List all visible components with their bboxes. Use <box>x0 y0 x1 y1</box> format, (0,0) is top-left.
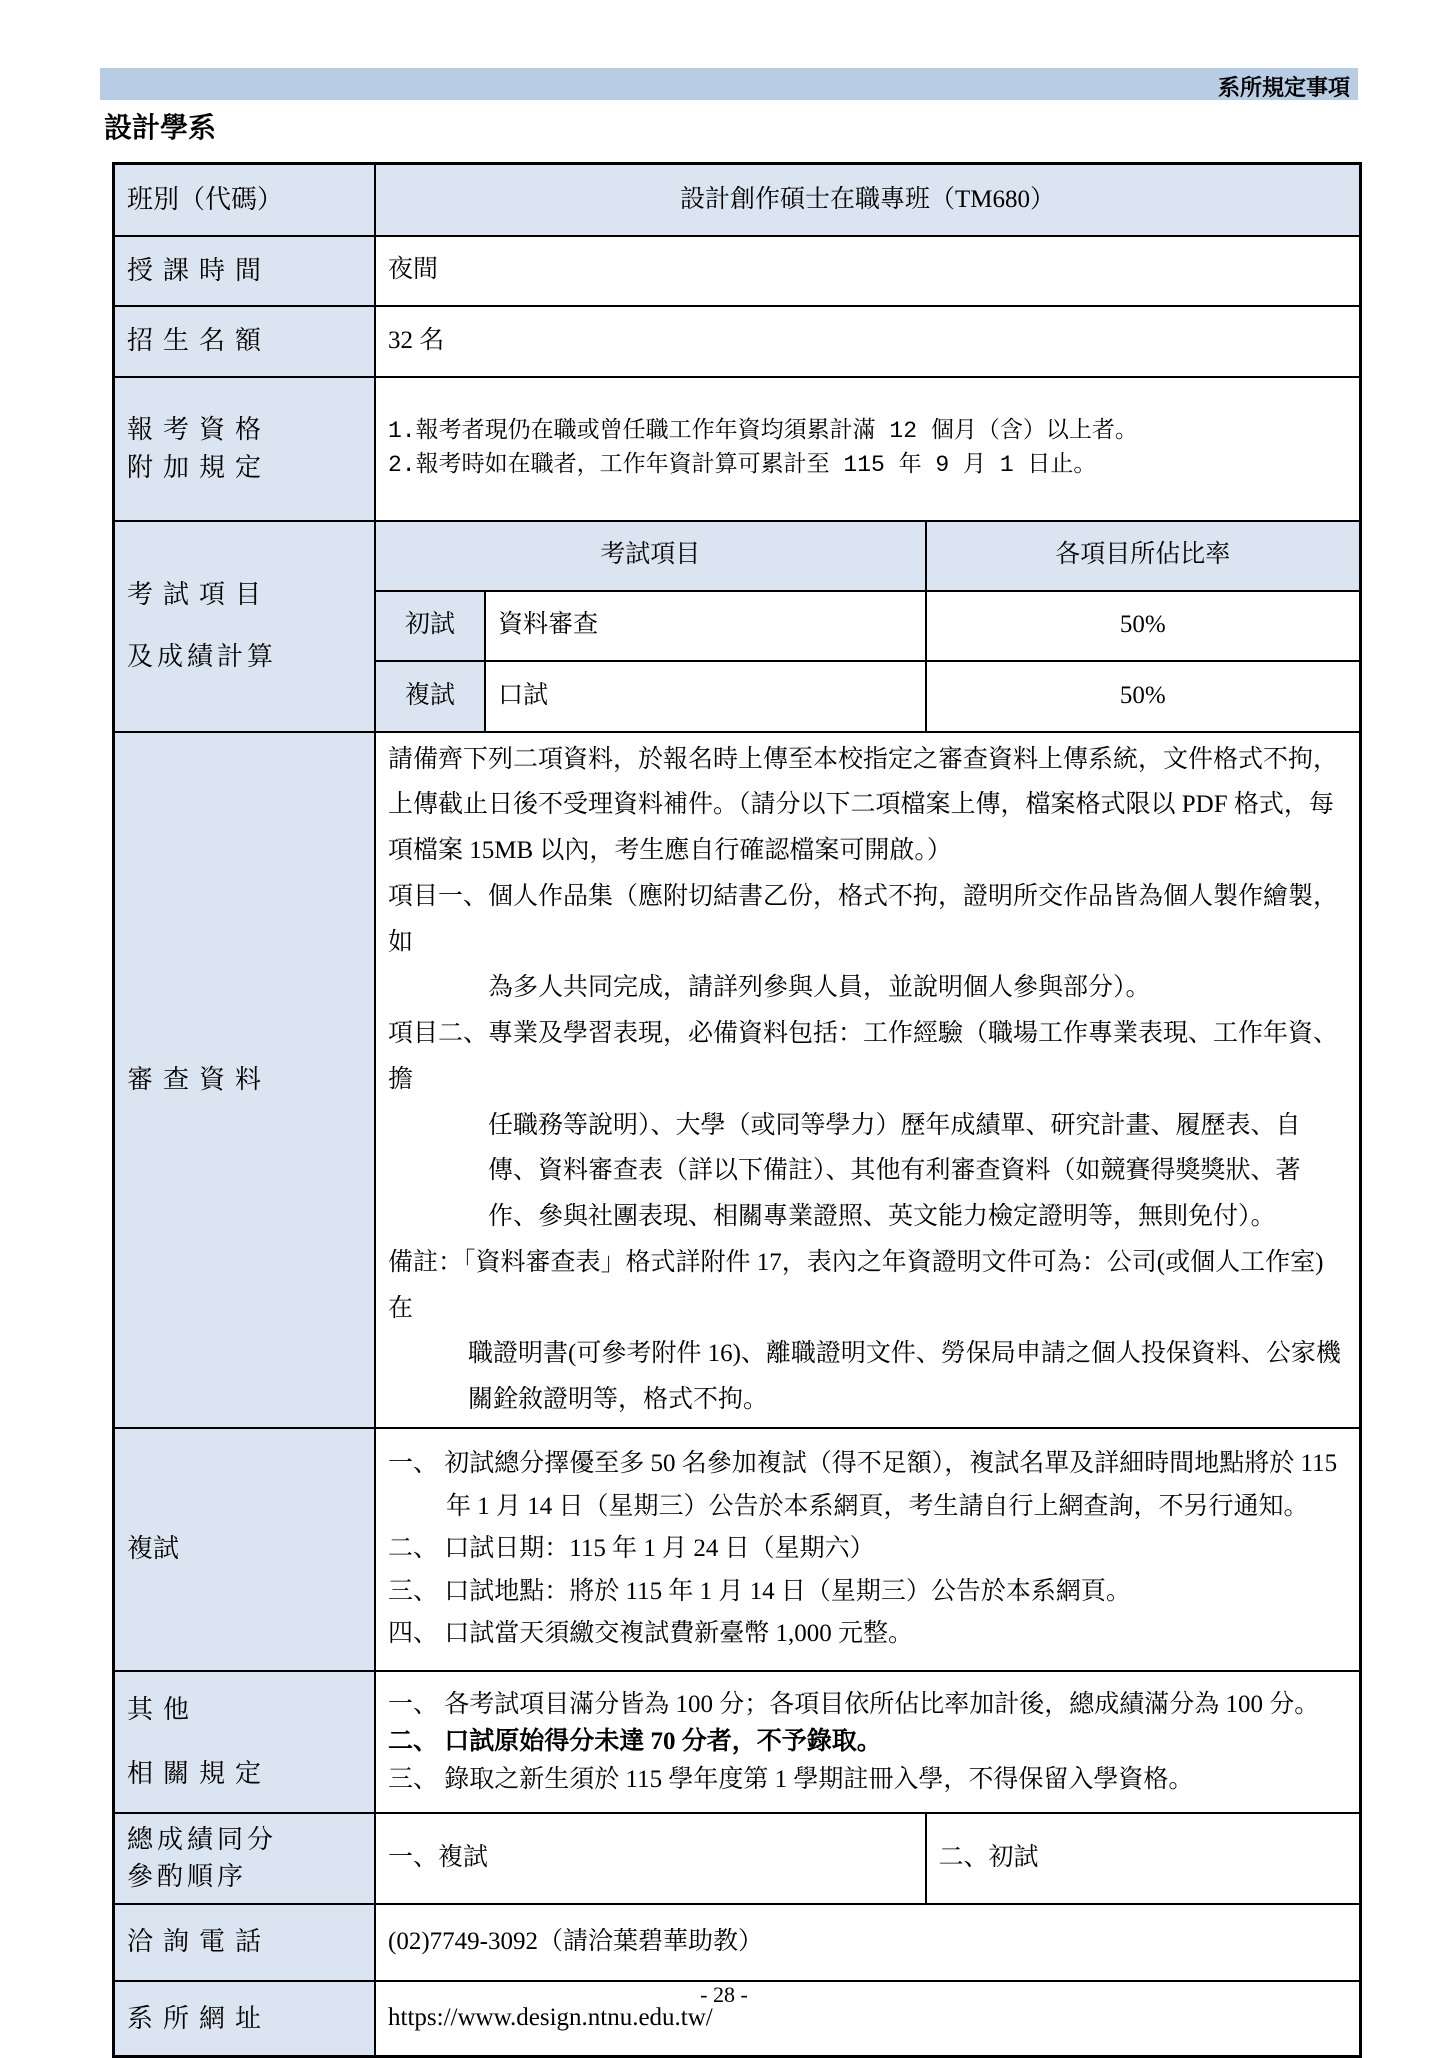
header-band <box>100 68 1358 100</box>
department-url-link[interactable]: https://www.design.ntnu.edu.tw/ <box>375 1981 1361 2057</box>
page-number: - 28 - <box>700 1982 748 2007</box>
row-exam-header: 考試項目 及成績計算 考試項目 各項目所佔比率 <box>114 521 1361 591</box>
row-url: 系所網址 https://www.design.ntnu.edu.tw/ <box>114 1981 1361 2057</box>
row-tie-order: 總成績同分 參酌順序 一、複試 二、初試 <box>114 1813 1361 1904</box>
row-class: 班別（代碼） 設計創作碩士在職專班（TM680） <box>114 164 1361 236</box>
row-other: 其他 相關規定 一、 各考試項目滿分皆為 100 分；各項目依所佔比率加計後，總成績滿分為 100 分。 二、 口試原始得分未達 70 分者，不予錄取。 三、 錄取之新生須於 115 學年度第 1 學期註冊入學，不得保留入學資格。 <box>114 1671 1361 1813</box>
exam-row: 初試 資料審查 50% <box>114 591 1361 661</box>
row-qualification: 報考資格 附加規定 1.報考者現仍在職或曾任職工作年資均須累計滿 12 個月（含）以上者。 2.報考時如在職者，工作年資計算可累計至 115 年 9 月 1 日止。 <box>114 377 1361 521</box>
regulation-table <box>112 162 1362 2058</box>
header-band-title: 系所規定事項 <box>1217 75 1350 100</box>
department-title: 設計學系 <box>104 113 217 144</box>
row-quota: 招生名額 32 名 <box>114 306 1361 377</box>
row-review: 審查資料 請備齊下列二項資料，於報名時上傳至本校指定之審查資料上傳系統，文件格式不拘，上傳截止日後不受理資料補件。（請分以下二項檔案上傳，檔案格式限以 PDF 格式，每項檔案 15MB 以內，考生應自行確認檔案可開啟。） 項目一、個人作品集（應附切結書乙份，格式不拘，證明所交作品皆為個人製作繪製，如 為多人共同完成，請詳列參與人員，並說明個人參與部分）。 項目二、專業及學習表現，必備資料包括：工作經驗（職場工作專業表現、工作年資、擔 任職務等說明）、大學（或同等學力）歷年成績單、研究計畫、履歷表、自傳、資料審查表（詳以下備註）、其他有利審查資料（如競賽得獎獎狀、著作、參與社團表現、相關專業證照、英文能力檢定證明等，無則免付）。 備註：「資料審查表」格式詳附件 17，表內之年資證明文件可為：公司(或個人工作室)在 職證明書(可參考附件 16)、離職證明文件、勞保局申請之個人投保資料、公家機關銓敘證明等，格式不拘。 <box>114 732 1361 1428</box>
row-phone: 洽詢電話 (02)7749-3092（請洽葉碧華助教） <box>114 1904 1361 1981</box>
row-retest: 複試 一、 初試總分擇優至多 50 名參加複試（得不足額），複試名單及詳細時間地點將於 115 年 1 月 14 日（星期三）公告於本系網頁，考生請自行上網查詢，不另行通知。 二、 口試日期：115 年 1 月 24 日（星期六） 三、 口試地點：將於 115 年 1 月 14 日（星期三）公告於本系網頁。 四、 口試當天須繳交複試費新臺幣 1,000 元整。 <box>114 1428 1361 1671</box>
row-time: 授課時間 夜間 <box>114 236 1361 306</box>
exam-row: 複試 口試 50% <box>114 661 1361 732</box>
